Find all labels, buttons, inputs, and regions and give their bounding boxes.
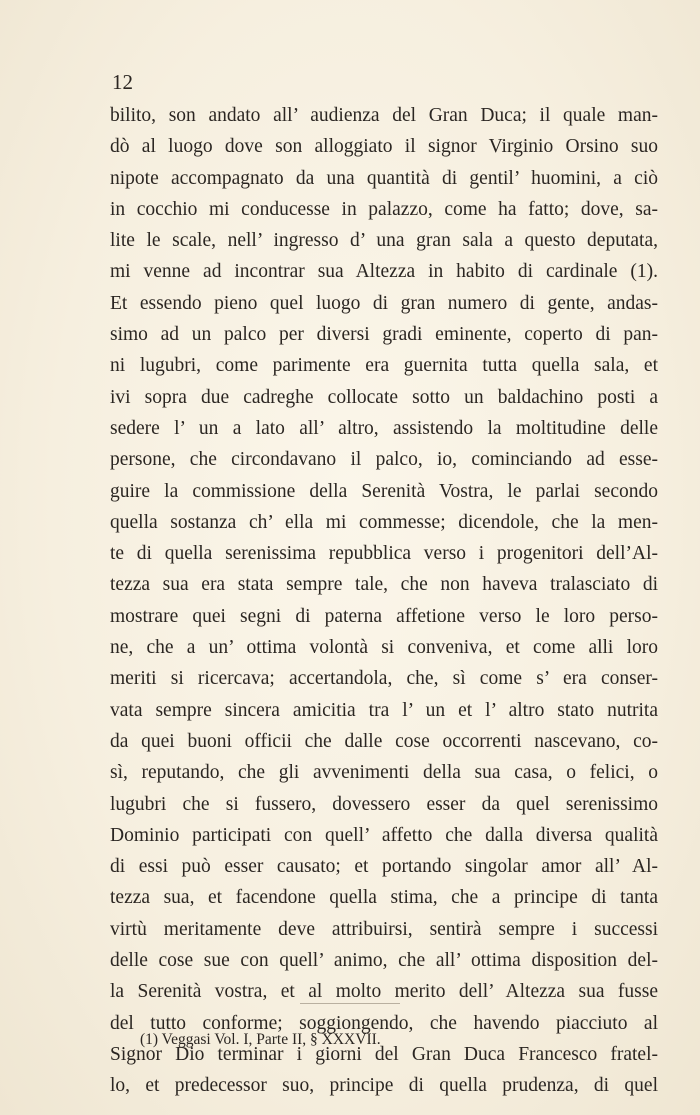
text-line: di essi può esser causato; et portando singolar amor all’ Al-: [110, 856, 658, 878]
text-line: in cocchio mi conducesse in palazzo, come ha fatto; dove, sa-: [110, 198, 658, 220]
text-line: te di quella serenissima repubblica verso i progenitori dell’Al-: [110, 543, 658, 565]
text-line: dò al luogo dove son alloggiato il signor Virginio Orsino suo: [110, 136, 658, 158]
text-line: mostrare quei segni di paterna affetione verso le loro perso-: [110, 605, 658, 627]
text-line: ne, che a un’ ottima volontà si conveniva, et come alli loro: [110, 637, 658, 659]
text-line: meriti si ricercava; accertandola, che, sì come s’ era conser-: [110, 668, 658, 690]
text-line: del tutto conforme; soggiongendo, che havendo piacciuto al: [110, 1012, 658, 1034]
text-line: tezza sua era stata sempre tale, che non haveva tralasciato di: [110, 574, 658, 596]
text-line: persone, che circondavano il palco, io, cominciando ad esse-: [110, 449, 658, 471]
text-line: guire la commissione della Serenità Vostra, le parlai secondo: [110, 480, 658, 502]
text-line: da quei buoni officii che dalle cose occorrenti nascevano, co-: [110, 730, 658, 752]
text-line: nipote accompagnato da una quantità di gentil’ huomini, a ciò: [110, 167, 658, 189]
text-line: Signor Dio terminar i giorni del Gran Duca Francesco fratel-: [110, 1043, 658, 1065]
footnote-divider: [300, 1003, 400, 1004]
text-line: lugubri che si fussero, dovessero esser da quel serenissimo: [110, 793, 658, 815]
text-line: ivi sopra due cadreghe collocate sotto un baldachino posti a: [110, 386, 658, 408]
text-line: ni lugubri, come parimente era guernita tutta quella sala, et: [110, 355, 658, 377]
text-line: sì, reputando, che gli avvenimenti della sua casa, o felici, o: [110, 762, 658, 784]
footnote: (1) Veggasi Vol. I, Parte II, § XXXVII.: [140, 1031, 381, 1048]
text-line: sedere l’ un a lato all’ altro, assistendo la moltitudine delle: [110, 417, 658, 439]
text-line: lo, et predecessor suo, principe di quella prudenza, di quel: [110, 1075, 658, 1097]
text-line: tezza sua, et facendone quella stima, che a principe di tanta: [110, 887, 658, 909]
text-line: bilito, son andato all’ audienza del Gran Duca; il quale man-: [110, 105, 658, 126]
text-line: quella sostanza ch’ ella mi commesse; dicendole, che la men-: [110, 511, 658, 533]
text-line: la Serenità vostra, et al molto merito dell’ Altezza sua fusse: [110, 981, 658, 1003]
body-text: [110, 100, 658, 1102]
text-line: vata sempre sincera amicitia tra l’ un et l’ altro stato nutrita: [110, 699, 658, 721]
text-line: lite le scale, nell’ ingresso d’ una gran sala a questo deputata,: [110, 230, 658, 252]
text-line: mi venne ad incontrar sua Altezza in habito di cardinale (1).: [110, 261, 658, 283]
text-line: Et essendo pieno quel luogo di gran numero di gente, andas-: [110, 292, 658, 314]
text-line: delle cose sue con quell’ animo, che all’ ottima disposition del-: [110, 950, 658, 972]
text-line: simo ad un palco per diversi gradi eminente, coperto di pan-: [110, 324, 658, 346]
text-line: Dominio participati con quell’ affetto che dalla diversa qualità: [110, 824, 658, 846]
text-line: virtù meritamente deve attribuirsi, sentirà sempre i successi: [110, 918, 658, 940]
page-number: 12: [112, 70, 133, 94]
